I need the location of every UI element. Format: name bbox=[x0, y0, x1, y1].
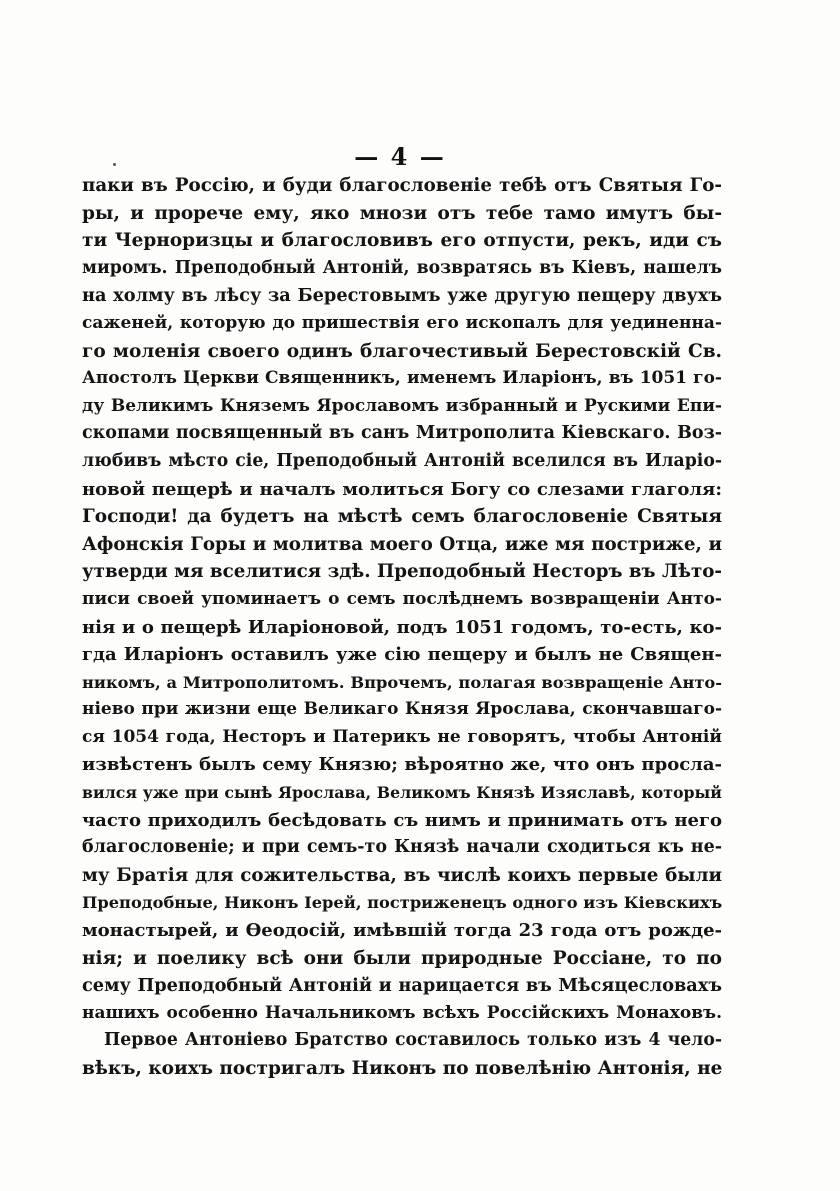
text-line: Апостолъ Церкви Священникъ, именемъ Иларіонъ, въ 1051 го- bbox=[82, 368, 722, 389]
text-line: Афонскія Горы и молитва моего Отца, иже мя постриже, и bbox=[82, 533, 722, 555]
text-line: нашихъ особенно Начальникомъ всѣхъ Россійскихъ Монаховъ. bbox=[82, 1002, 722, 1023]
text-line: часто приходилъ бесѣдовать съ нимъ и принимать отъ него bbox=[82, 809, 722, 831]
text-line: вѣкъ, коихъ постригалъ Никонъ по повелѣнію Антонія, не bbox=[82, 1058, 722, 1079]
text-line: извѣстенъ былъ сему Князю; вѣроятно же, что онъ просла- bbox=[82, 754, 722, 776]
text-line: новой пещерѣ и началъ молиться Богу со слезами глаголя: bbox=[82, 478, 722, 500]
text-line: любивъ мѣсто сіе, Преподобный Антоній вселился въ Иларіо- bbox=[82, 450, 722, 471]
page-number: — 4 — bbox=[354, 142, 446, 171]
body-text bbox=[82, 172, 722, 1083]
text-line: му Братія для сожительства, въ числѣ коихъ первые были bbox=[82, 864, 722, 886]
text-line: благословеніе; и при семъ-то Князѣ начали сходиться къ не- bbox=[82, 837, 722, 858]
text-line: Господи! да будетъ на мѣстѣ семъ благословеніе Святыя bbox=[82, 506, 722, 528]
text-line: скопами посвященный въ санъ Митрополита Кіевскаго. Воз- bbox=[82, 423, 722, 444]
text-line: ти Черноризцы и благословивъ его отпусти, рекъ, иди съ bbox=[82, 230, 722, 252]
text-line: ніево при жизни еще Великаго Князя Ярослава, скончавшаго- bbox=[82, 699, 722, 720]
text-line: го моленія своего одинъ благочестивый Берестовскій Св. bbox=[82, 340, 722, 362]
text-line: на холму въ лѣсу за Берестовымъ уже другую пещеру двухъ bbox=[82, 285, 722, 307]
text-line: гда Иларіонъ оставилъ уже сію пещеру и былъ не Священ- bbox=[82, 644, 722, 666]
text-line: никомъ, а Митрополитомъ. Впрочемъ, полагая возвращеніе Анто- bbox=[82, 672, 722, 692]
text-line: нія; и поелику всѣ они были природные Россіане, то по bbox=[82, 947, 722, 969]
text-line: ры, и прорече ему, яко мнози отъ тебе тамо имутъ бы- bbox=[82, 202, 722, 224]
text-line: ся 1054 года, Несторъ и Патерикъ не говорятъ, чтобы Антоній bbox=[82, 726, 722, 747]
text-line: монастырей, и Ѳеодосій, имѣвшій тогда 23 года отъ рожде- bbox=[82, 920, 722, 942]
text-line: саженей, которую до пришествія его ископалъ для уединенна- bbox=[82, 312, 722, 333]
text-line: утверди мя вселитися здѣ. Преподобный Несторъ въ Лѣто- bbox=[82, 561, 722, 583]
text-line: нія и о пещерѣ Иларіоновой, подъ 1051 годомъ, то-есть, ко- bbox=[82, 616, 722, 638]
text-line: сему Преподобный Антоній и нарицается въ Мѣсяцесловахъ bbox=[82, 975, 722, 997]
text-line: ду Великимъ Княземъ Ярославомъ избранный и Рускими Епи- bbox=[82, 395, 722, 416]
text-line: вился уже при сынѣ Ярослава, Великомъ Князѣ Изяславѣ, который bbox=[82, 783, 722, 803]
text-line: писи своей упоминаетъ о семъ послѣднемъ возвращеніи Анто- bbox=[82, 588, 722, 609]
text-line-paragraph-start: Первое Антоніево Братство составилось только изъ 4 чело- bbox=[104, 1030, 722, 1051]
text-line: миромъ. Преподобный Антоній, возвратясь въ Кіевъ, нашелъ bbox=[82, 257, 722, 278]
text-line: Преподобные, Никонъ Іерей, постриженецъ одного изъ Кіевскихъ bbox=[82, 893, 722, 913]
text-line: паки въ Россію, и буди благословеніе тебѣ отъ Святыя Го- bbox=[82, 175, 722, 196]
